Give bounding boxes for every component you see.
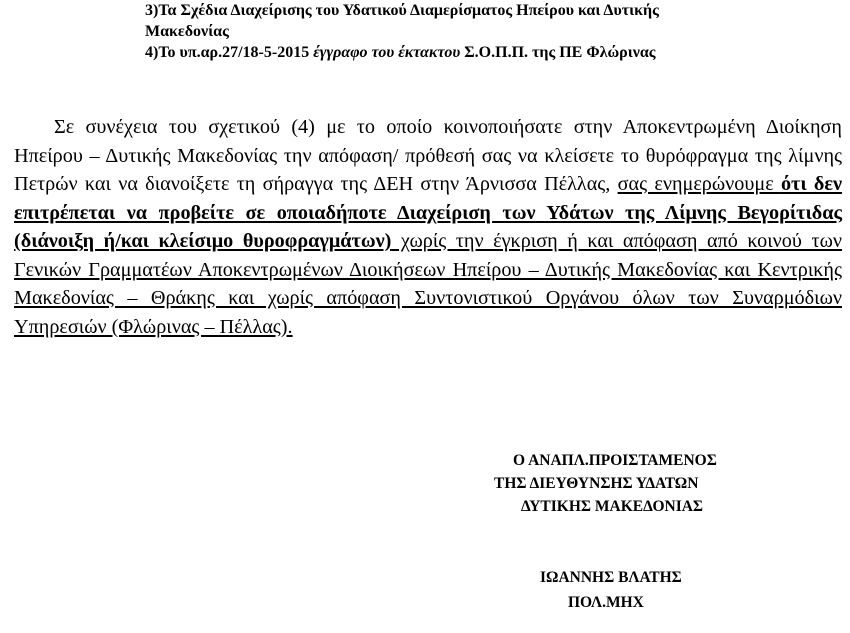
reference-4-suffix: Σ.Ο.Π.Π. της ΠΕ Φλώρινας bbox=[460, 44, 656, 61]
reference-3-line-1: 3)Τα Σχέδια Διαχείρισης του Υδατικού Διαμερίσματος Ηπείρου και Δυτικής bbox=[145, 2, 659, 19]
body-prohibition-text: ότι δεν επιτρέπεται να προβείτε σε οποιαδήποτε Διαχείριση των Υδάτων της Λίμνης Βεγορίτιδας (διάνοιξη ή/και κλείσιμο θυροφραγμάτων) bbox=[14, 173, 843, 252]
body-notice-text: σας ενημερώνουμε bbox=[617, 173, 781, 195]
reference-4-prefix: 4)Το υπ.αρ.27/18-5-2015 bbox=[145, 44, 314, 61]
body-paragraph bbox=[14, 113, 842, 341]
references-list bbox=[145, 0, 845, 63]
signatory-title: ΠΟΛ.ΜΗΧ bbox=[568, 594, 644, 611]
signatory-name: ΙΩΑΝΝΗΣ ΒΛΑΤΗΣ bbox=[540, 569, 682, 586]
body-conditions-text: χωρίς την έγκριση ή και απόφαση από κοινού των Γενικών Γραμματέων Αποκεντρωμένων Διοικήσεων Ηπείρου – Δυτικής Μακεδονίας και Κεντρικής Μακεδονίας – Θράκης και χωρίς απόφαση Συντονιστικού Οργάνου όλων των Συναρμόδιων Υπηρεσιών (Φλώρινας – Πέλλας). bbox=[14, 230, 842, 338]
signature-directorate: ΤΗΣ ΔΙΕΥΘΥΝΣΗΣ ΥΔΑΤΩΝ bbox=[494, 475, 699, 492]
signature-role: Ο ΑΝΑΠΛ.ΠΡΟΙΣΤΑΜΕΝΟΣ bbox=[513, 452, 717, 469]
reference-4-italic: έγγραφο του έκτακτου bbox=[313, 44, 461, 61]
reference-4 bbox=[145, 42, 845, 63]
signature-region: ΔΥΤΙΚΗΣ ΜΑΚΕΔΟΝΙΑΣ bbox=[521, 498, 704, 515]
body-intro-text: Σε συνέχεια του σχετικού (4) με το οποίο κοινοποιήσατε στην Αποκεντρωμένη Διοίκηση Ηπείρου – Δυτικής Μακεδονίας την απόφαση/ πρόθεσή σας να κλείσετε το θυρόφραγμα της λίμνης Πετρών και να διανοίξετε τη σήραγγα της ΔΕΗ στην Άρνισσα Πέλλας, bbox=[14, 116, 842, 195]
reference-3-line-2: Μακεδονίας bbox=[145, 23, 229, 40]
